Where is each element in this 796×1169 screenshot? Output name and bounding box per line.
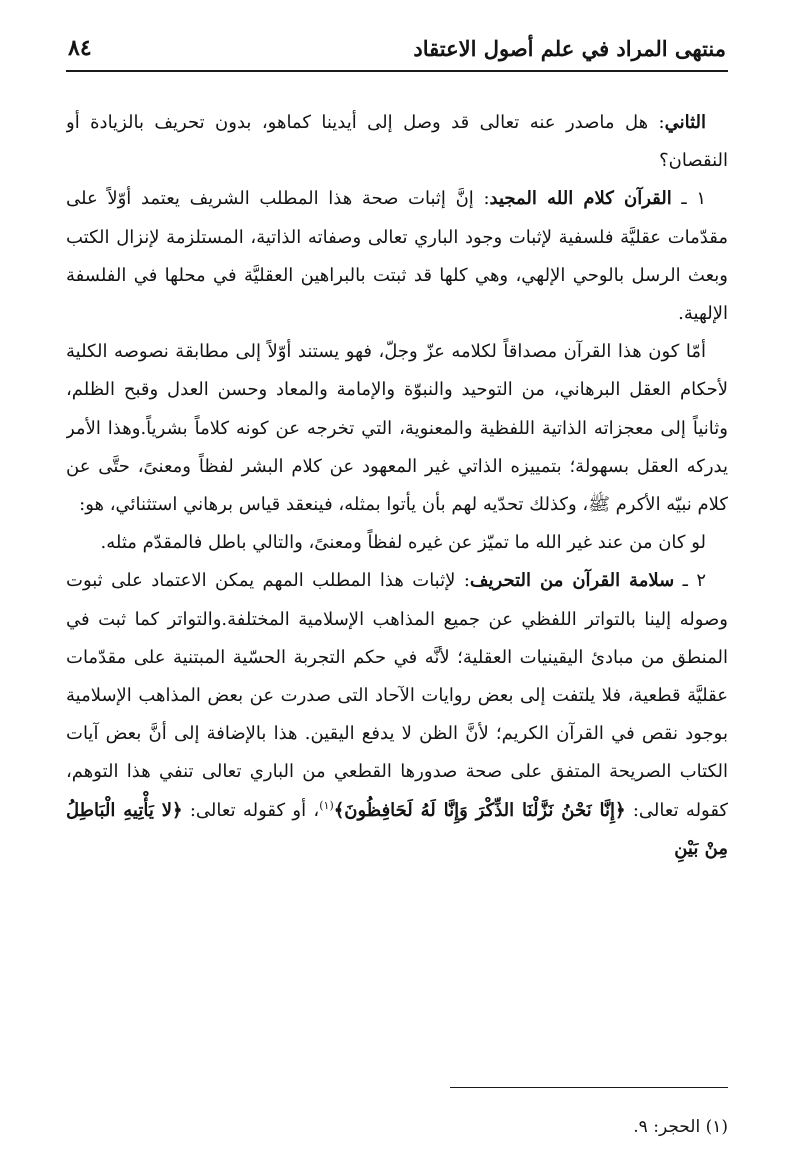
page-number: ٨٤ <box>68 35 92 61</box>
section-number: ١ ـ <box>671 188 707 210</box>
page-header <box>68 28 726 68</box>
header-divider <box>66 70 728 72</box>
paragraph-body: : لإثبات هذا المطلب المهم يمكن الاعتماد على ثبوت وصوله إلينا بالتواتر اللفظي عن جميع المذاهب الإسلامية المختلفة.والتواتر كما ثبت في المنطق من مبادئ اليقينيات العقلية؛ لأنَّه في حكم التجربة الحسّية المبتنية على مقدّمات عقليَّة قطعية، فلا يلتفت إلى بعض روايات الآحاد التى صدرت عن بعض المذاهب الإسلامية بوجود نقص في القرآن الكريم؛ لأنَّ الظن لا يدفع اليقين. هذا بالإضافة إلى أنَّ بعض آيات الكتاب الصريحة المتفق على صحة صدورها القطعي من الباري تعالى تنفي هذا التوهم، كقوله تعالى: <box>66 570 728 821</box>
section-heading: القرآن كلام الله المجيد <box>489 188 672 210</box>
section-number: ٢ ـ <box>674 570 706 592</box>
paragraph-lead: الثاني <box>664 112 706 133</box>
paragraph-quran-as-divine-speech <box>66 333 728 524</box>
paragraph-body: ، أو كقوله تعالى: <box>182 799 320 821</box>
footnote-reference[interactable]: (١) <box>319 798 334 812</box>
paragraph-second-question <box>66 104 728 180</box>
section-heading: سلامة القرآن من التحريف <box>469 570 675 592</box>
paragraph-body: : هل ماصدر عنه تعالى قد وصل إلى أيدينا كماهو، بدون تحريف بالزيادة أو النقصان؟ <box>66 112 728 172</box>
footnote-divider <box>450 1087 728 1088</box>
quran-verse: ﴿إِنَّا نَحْنُ نَزَّلْنَا الذِّكْرَ وَإِنَّا لَهُ لَحَافِظُونَ﴾ <box>333 799 626 821</box>
paragraph-quran-preservation <box>66 562 728 868</box>
footnote: (١) الحجر: ٩. <box>633 1117 728 1137</box>
paragraph-body: : إنَّ إثبات صحة هذا المطلب الشريف يعتمد أوّلاً على مقدّمات عقليَّة فلسفية لإثبات وجود الباري تعالى وصفاته الذاتية، المستلزمة لإنزال الكتب وبعث الرسل بالوحي الإلهي، وهي كلها قد ثبتت بالبراهين العقليَّة في محلها في الفلسفة الإلهية. <box>66 188 728 325</box>
quran-verse: ﴿لا يَأْتِيهِ الْبَاطِلُ مِنْ بَيْنِ <box>66 799 728 859</box>
running-title: منتهى المراد في علم أصول الاعتقاد <box>413 35 726 61</box>
main-text <box>66 104 728 1064</box>
paragraph-body: أمّا كون هذا القرآن مصداقاً لكلامه عزّ وجلّ، فهو يستند أوّلاً إلى مطابقة نصوصه الكلية لأحكام العقل البرهاني، من التوحيد والنبوّة والإمامة والمعاد وحسن العدل وقبح الظلم، وثانياً إلى معجزاته الذاتية اللفظية والمعنوية، التي تخرجه عن كونه كلاماً بشرياً.وهذا الأمر يدركه العقل بسهولة؛ بتمييزه الذاتي غير المعهود عن كلام البشر لفظاً ومعنىً، حتَّى عن كلام نبيّه الأكرم ﷺ، وكذلك تحدّيه لهم بأن يأتوا بمثله، فينعقد قياس برهاني استثنائي، هو: <box>66 341 728 516</box>
paragraph-syllogism <box>66 524 728 562</box>
paragraph-body: لو كان من عند غير الله ما تميّز عن غيره لفظاً ومعنىً، والتالي باطل فالمقدّم مثله. <box>100 532 706 554</box>
paragraph-quran-word-of-god <box>66 180 728 333</box>
